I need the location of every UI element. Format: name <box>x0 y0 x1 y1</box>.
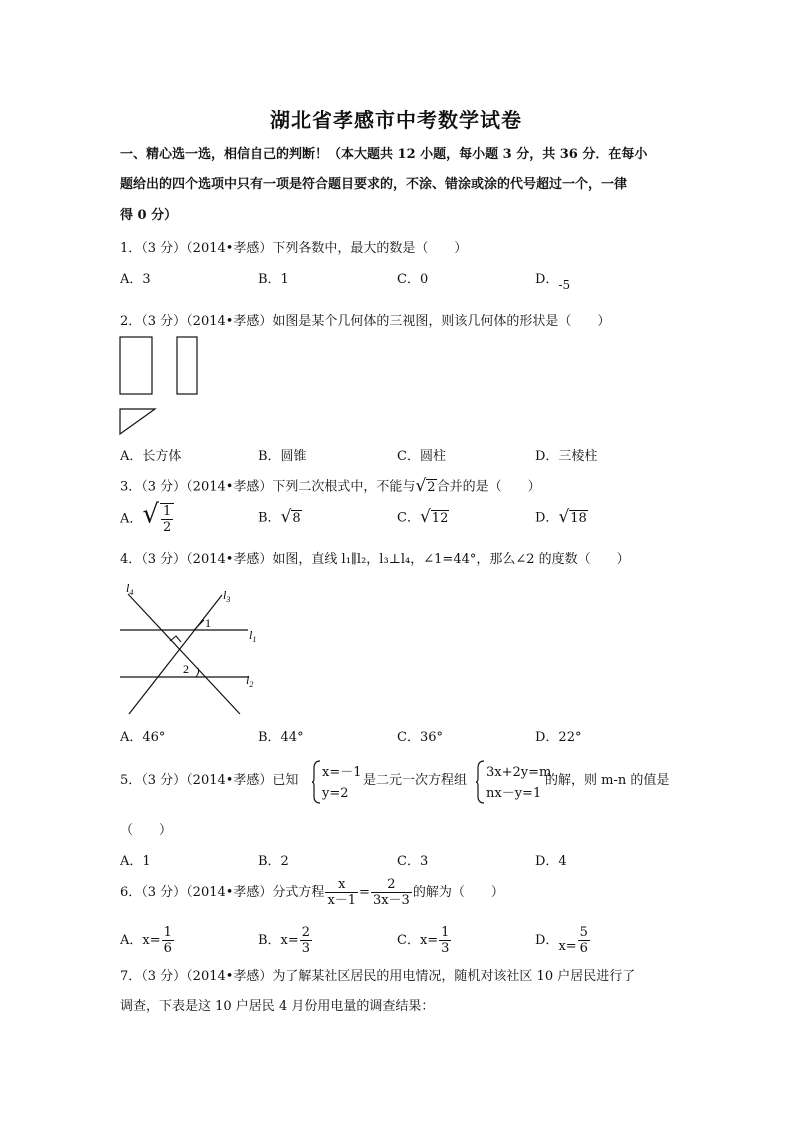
question-3-option-b-radicand: 8 <box>292 511 301 526</box>
question-3-option-b-label: B． <box>258 510 281 526</box>
question-5-system-1-eq-1: x=－1 <box>322 765 362 780</box>
question-6-option-c-label: C．x= <box>397 933 439 948</box>
label-l1: $l_1$ <box>249 628 257 644</box>
side-view-rectangle <box>177 337 197 394</box>
question-3-stem-sqrt: √2 <box>415 476 436 496</box>
question-3-option-c-label: C． <box>397 510 420 526</box>
question-3-option-d-label: D． <box>535 510 559 526</box>
question-2-option-d: D．三棱柱 <box>535 449 598 464</box>
question-1-option-c: C．0 <box>397 272 429 287</box>
question-1-option-d <box>535 271 571 292</box>
label-l4: $l_4$ <box>126 581 134 597</box>
angle-2-arc <box>196 668 199 677</box>
question-7-stem-line-2: 调查，下表是这 10 户居民 4 月份用电量的调查结果： <box>120 999 435 1014</box>
question-6-option-b-denominator: 3 <box>301 941 311 956</box>
question-5-system-2-eq-2: nx－y=1 <box>486 786 542 801</box>
question-1-stem: 1．（3 分）（2014•孝感）下列各数中，最大的数是（ ） <box>120 241 468 256</box>
question-5-system-1 <box>322 762 362 804</box>
question-6-option-c-denominator: 3 <box>441 941 450 956</box>
question-3-option-c-radicand: 12 <box>431 511 449 526</box>
question-5-system-1-eq-2: y=2 <box>322 786 349 801</box>
question-2-stem: 2．（3 分）（2014•孝感）如图是某个几何体的三视图，则该几何体的形状是（ ） <box>120 314 611 329</box>
question-6-option-d-numerator: 5 <box>579 925 588 940</box>
question-4-option-a: A．46° <box>120 730 166 745</box>
question-6-fraction-1-denominator: x－1 <box>327 893 357 908</box>
question-4-stem: 4．（3 分）（2014•孝感）如图，直线 l₁∥l₂，l₃⊥l₄，∠1=44°，那么∠2 的度数（ ） <box>120 552 630 567</box>
line-l4 <box>128 594 240 714</box>
question-6-option-d <box>535 925 591 956</box>
question-6-equals: = <box>359 885 370 900</box>
question-2-option-a: A．长方体 <box>120 449 182 464</box>
question-4-option-c: C．36° <box>397 730 443 745</box>
question-3-stem-post: 合并的是（ ） <box>436 479 541 495</box>
question-5-system-2-eq-1: 3x+2y=m <box>486 765 552 780</box>
question-6-option-a-denominator: 6 <box>163 941 172 956</box>
line-l3 <box>129 595 222 714</box>
question-6-option-a-numerator: 1 <box>163 925 172 940</box>
question-6-option-c <box>397 925 452 956</box>
question-1-option-a: A．3 <box>120 272 151 287</box>
question-6-option-d-label: D． <box>535 933 559 948</box>
front-view-rectangle <box>120 337 152 394</box>
question-6-option-a-label: A．x= <box>120 933 161 948</box>
question-5-option-a: A．1 <box>120 854 151 869</box>
question-6-stem-pre: 6．（3 分）（2014•孝感）分式方程 <box>120 885 325 900</box>
question-6-fraction-1-numerator: x <box>325 877 358 893</box>
question-3-stem-pre: 3．（3 分）（2014•孝感）下列二次根式中，不能与 <box>120 479 416 495</box>
question-6-option-b <box>258 925 313 956</box>
question-7-stem-line-1: 7．（3 分）（2014•孝感）为了解某社区居民的用电情况，随机对该社区 10 户居民进行了 <box>120 969 636 984</box>
question-5-paren: （ ） <box>120 823 173 838</box>
question-3-stem <box>120 478 541 496</box>
question-3-option-d-radicand: 18 <box>570 511 587 526</box>
label-l2: $l_2$ <box>246 673 254 689</box>
question-5-option-d: D．4 <box>535 854 567 869</box>
question-1-option-b: B．1 <box>258 272 289 287</box>
label-l3: $l_3$ <box>223 588 231 604</box>
question-3-stem-radicand: 2 <box>427 480 436 495</box>
question-3-option-a-numerator: 1 <box>162 504 172 519</box>
question-1-option-d-value: -5 <box>558 278 571 292</box>
angle-1-arc <box>194 620 204 630</box>
label-angle-1: 1 <box>205 616 211 630</box>
question-5-system-2 <box>486 762 551 804</box>
question-3-option-a-denominator: 2 <box>162 520 172 535</box>
question-6-option-c-numerator: 1 <box>441 925 450 940</box>
question-5-stem-pre: 5．（3 分）（2014•孝感）已知 <box>120 773 299 788</box>
question-2-option-b: B．圆锥 <box>258 449 307 464</box>
page-title: 湖北省孝感市中考数学试卷 <box>270 108 522 132</box>
top-view-triangle <box>120 409 155 434</box>
question-3-option-c: C．√12 <box>397 507 449 527</box>
question-4-lines-figure <box>112 578 272 718</box>
question-6-option-d-x: x= <box>558 939 577 954</box>
question-2-three-views-figure <box>118 335 208 440</box>
section-intro-line-1: 一、精心选一选，相信自己的判断！（本大题共 12 小题，每小题 3 分，共 36 分．在每小 <box>120 147 648 162</box>
question-5-brace-2 <box>475 760 485 804</box>
label-angle-2: 2 <box>183 662 189 676</box>
question-5-stem-post: 的解，则 m-n 的值是 <box>545 773 670 788</box>
question-3-option-b: B．√8 <box>258 507 301 527</box>
question-6-fraction-2-denominator: 3x－3 <box>372 893 410 908</box>
question-4-option-d: D．22° <box>535 730 582 745</box>
question-5-brace-1 <box>311 760 321 804</box>
question-6-option-d-denominator: 6 <box>579 941 588 956</box>
question-6-option-b-label: B．x= <box>258 933 299 948</box>
question-6-stem-post: 的解为（ ） <box>412 885 504 900</box>
question-6-stem <box>120 877 504 908</box>
question-3-option-a: A．√ $\frac{1}{2}$ <box>120 503 175 535</box>
question-4-option-b: B．44° <box>258 730 304 745</box>
question-6-option-a <box>120 925 175 956</box>
question-5-stem-mid: 是二元一次方程组 <box>363 773 468 788</box>
question-5-option-c: C．3 <box>397 854 429 869</box>
section-intro-line-2: 题给出的四个选项中只有一项是符合题目要求的，不涂、错涂或涂的代号超过一个，一律 <box>120 177 628 192</box>
question-3-option-d: D．√18 <box>535 507 587 527</box>
question-6-option-b-numerator: 2 <box>301 925 311 940</box>
question-5-option-b: B．2 <box>258 854 289 869</box>
question-2-option-c: C．圆柱 <box>397 449 446 464</box>
question-1-option-d-label: D． <box>535 272 559 287</box>
section-intro-line-3: 得 0 分） <box>120 208 178 223</box>
question-3-option-a-label: A． <box>120 511 143 527</box>
question-6-fraction-2-numerator: 2 <box>371 877 412 893</box>
